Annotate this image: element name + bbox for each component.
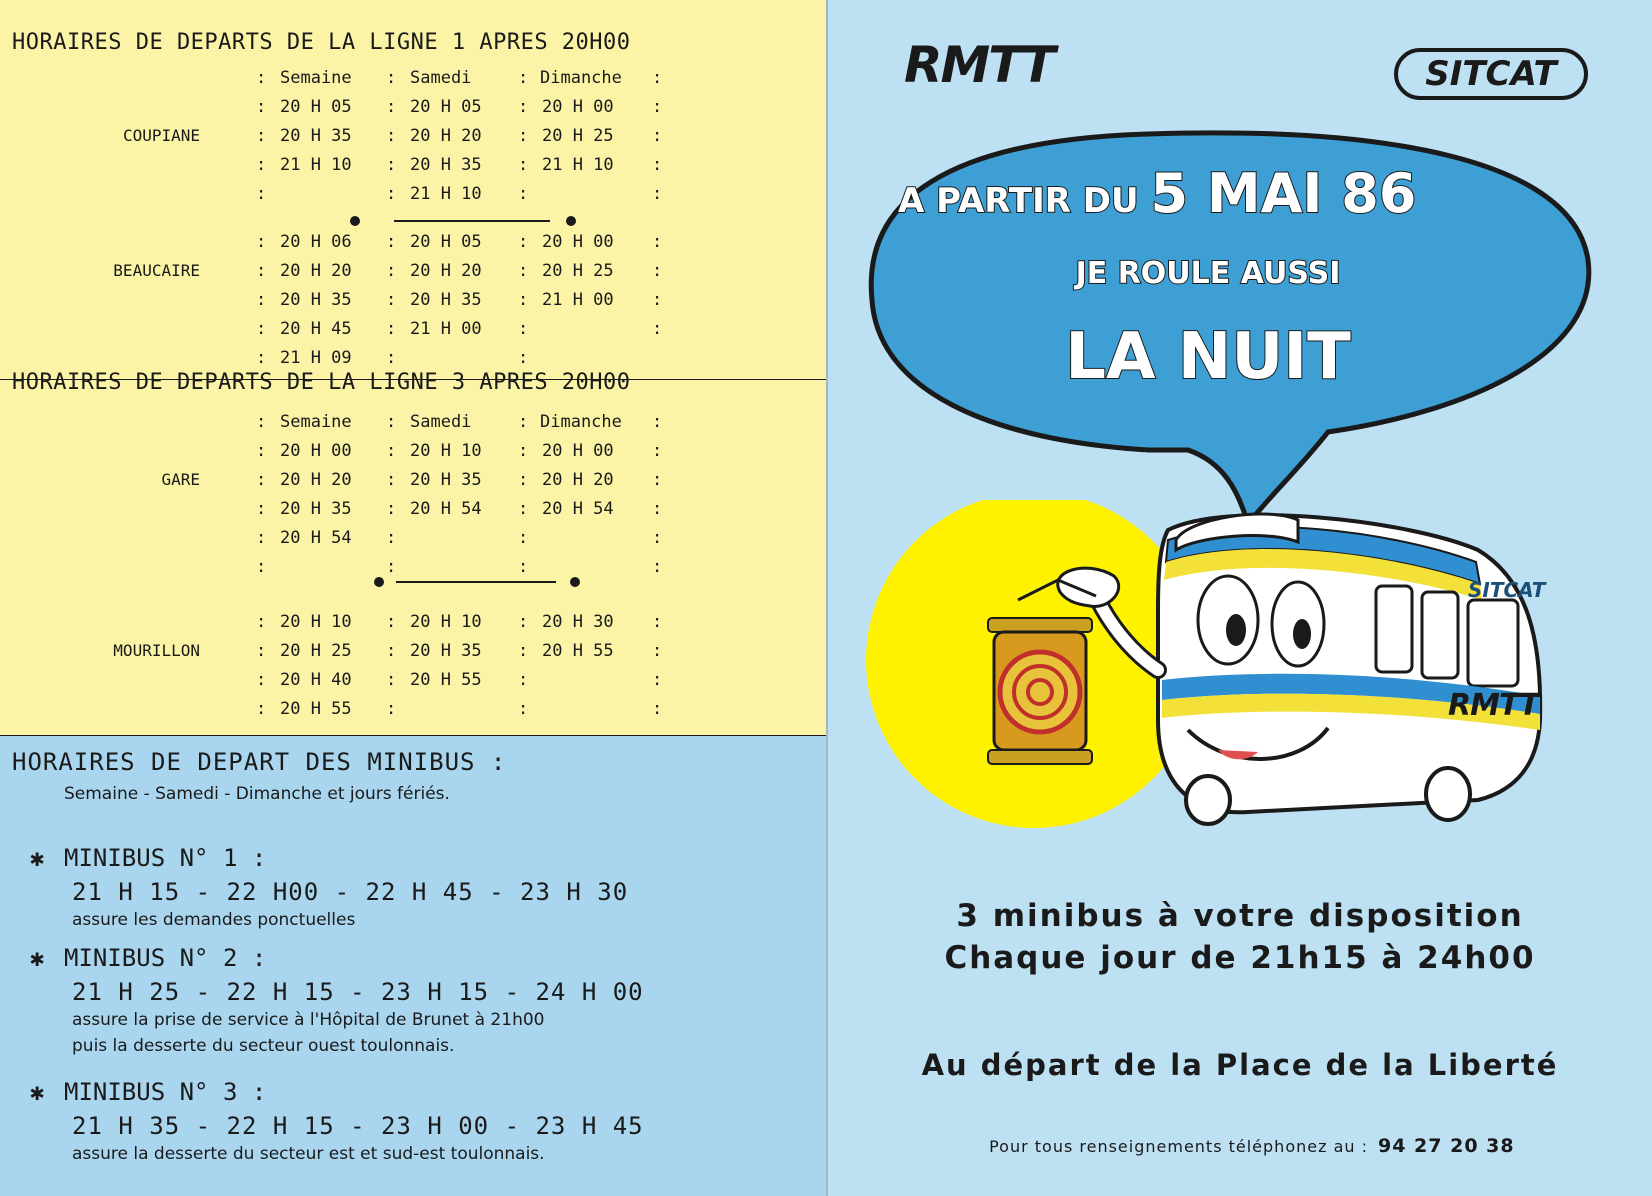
time-cell: 20 H 00: [542, 232, 614, 252]
time-cell: 20 H 00: [542, 97, 614, 117]
time-cell: 20 H 35: [410, 155, 482, 175]
bubble-line1-prefix: A PARTIR DU: [898, 181, 1151, 221]
line1-title: HORAIRES DE DEPARTS DE LA LIGNE 1 APRES 20H00: [12, 30, 631, 55]
colon-separator: :: [652, 441, 663, 461]
colon-separator: :: [652, 184, 663, 204]
stop-name: COUPIANE: [122, 126, 200, 145]
stop-name: GARE: [161, 470, 200, 489]
minibus-2-heading: [30, 944, 266, 972]
colon-separator: :: [652, 412, 663, 432]
minibus-3-heading: [30, 1078, 266, 1106]
separator-dot: [570, 577, 580, 587]
time-cell: 20 H 05: [410, 97, 482, 117]
colon-separator: :: [256, 470, 267, 490]
separator-dot: [374, 577, 384, 587]
colon-separator: :: [652, 319, 663, 339]
time-cell: 20 H 35: [410, 470, 482, 490]
separator-line: [396, 581, 556, 583]
colon-separator: :: [518, 699, 529, 719]
colon-separator: :: [256, 184, 267, 204]
minibus-1-heading: [30, 844, 266, 872]
time-cell: 20 H 20: [280, 470, 352, 490]
time-cell: 20 H 10: [410, 612, 482, 632]
time-cell: 20 H 25: [542, 261, 614, 281]
colon-separator: :: [652, 97, 663, 117]
colon-separator: :: [386, 470, 397, 490]
time-cell: 20 H 55: [280, 699, 352, 719]
time-cell: 20 H 20: [542, 470, 614, 490]
colon-separator: :: [386, 126, 397, 146]
time-cell: 21 H 10: [542, 155, 614, 175]
colon-separator: :: [386, 184, 397, 204]
colon-separator: :: [256, 290, 267, 310]
colon-separator: :: [386, 155, 397, 175]
minibus-1-times: 21 H 15 - 22 H00 - 22 H 45 - 23 H 30: [72, 878, 629, 906]
time-cell: 20 H 55: [542, 641, 614, 661]
time-cell: 20 H 55: [410, 670, 482, 690]
colon-separator: :: [256, 412, 267, 432]
minibus-2-name: MINIBUS N° 2 :: [64, 944, 267, 972]
time-cell: 20 H 10: [280, 612, 352, 632]
colon-separator: :: [518, 126, 529, 146]
time-cell: 20 H 20: [280, 261, 352, 281]
column-header: Semaine: [280, 68, 352, 88]
colon-separator: :: [386, 290, 397, 310]
time-cell: 20 H 35: [280, 499, 352, 519]
time-cell: 20 H 00: [542, 441, 614, 461]
minibus-3-name: MINIBUS N° 3 :: [64, 1078, 267, 1106]
column-header: Samedi: [410, 68, 472, 88]
colon-separator: :: [386, 699, 397, 719]
colon-separator: :: [518, 441, 529, 461]
minibus-1-name: MINIBUS N° 1 :: [64, 844, 267, 872]
colon-separator: :: [386, 68, 397, 88]
info-departure-place: Au départ de la Place de la Liberté: [921, 1048, 1559, 1082]
line3-title: HORAIRES DE DEPARTS DE LA LIGNE 3 APRES 20H00: [12, 370, 631, 395]
colon-separator: :: [256, 557, 267, 577]
colon-separator: :: [256, 232, 267, 252]
colon-separator: :: [518, 319, 529, 339]
colon-separator: :: [652, 68, 663, 88]
time-cell: 21 H 10: [280, 155, 352, 175]
colon-separator: :: [652, 528, 663, 548]
colon-separator: :: [386, 499, 397, 519]
info-daily-hours: Chaque jour de 21h15 à 24h00: [944, 940, 1536, 976]
minibus-2-desc-1: assure la prise de service à l'Hôpital de Brunet à 21h00: [72, 1010, 545, 1030]
time-cell: 20 H 25: [542, 126, 614, 146]
colon-separator: :: [518, 290, 529, 310]
time-cell: 20 H 00: [280, 441, 352, 461]
colon-separator: :: [652, 499, 663, 519]
separator-dot: [566, 216, 576, 226]
time-cell: 21 H 00: [410, 319, 482, 339]
bus-roof-label: SITCAT: [1468, 578, 1546, 602]
colon-separator: :: [386, 641, 397, 661]
time-cell: 20 H 35: [410, 290, 482, 310]
colon-separator: :: [652, 612, 663, 632]
colon-separator: :: [518, 97, 529, 117]
colon-separator: :: [386, 412, 397, 432]
colon-separator: :: [518, 470, 529, 490]
sitcat-logo: SITCAT: [1394, 48, 1588, 100]
colon-separator: :: [256, 97, 267, 117]
colon-separator: :: [518, 232, 529, 252]
column-header: Semaine: [280, 412, 352, 432]
colon-separator: :: [518, 670, 529, 690]
colon-separator: :: [256, 670, 267, 690]
colon-separator: :: [256, 699, 267, 719]
column-header: Dimanche: [540, 68, 622, 88]
colon-separator: :: [652, 290, 663, 310]
colon-separator: :: [518, 612, 529, 632]
colon-separator: :: [652, 126, 663, 146]
colon-separator: :: [386, 670, 397, 690]
bubble-line2: JE ROULE AUSSI: [1075, 256, 1341, 291]
colon-separator: :: [518, 412, 529, 432]
minibus-2-times: 21 H 25 - 22 H 15 - 23 H 15 - 24 H 00: [72, 978, 644, 1006]
stop-name: BEAUCAIRE: [113, 261, 200, 280]
bus-illustration: [828, 500, 1652, 860]
star-icon: ✱: [30, 844, 45, 872]
colon-separator: :: [256, 348, 267, 368]
column-header: Samedi: [410, 412, 472, 432]
minibus-subtitle: Semaine - Samedi - Dimanche et jours fériés.: [64, 784, 450, 804]
bus-side-label: RMTT: [1448, 688, 1539, 723]
colon-separator: :: [652, 232, 663, 252]
column-header: Dimanche: [540, 412, 622, 432]
time-cell: 20 H 35: [280, 126, 352, 146]
bubble-line1: [898, 162, 1418, 225]
time-cell: 20 H 06: [280, 232, 352, 252]
colon-separator: :: [652, 670, 663, 690]
time-cell: 21 H 00: [542, 290, 614, 310]
bubble-date: 5 MAI 86: [1150, 162, 1417, 225]
colon-separator: :: [386, 97, 397, 117]
colon-separator: :: [652, 699, 663, 719]
colon-separator: :: [518, 348, 529, 368]
minibus-1-desc: assure les demandes ponctuelles: [72, 910, 356, 930]
minibus-title: HORAIRES DE DEPART DES MINIBUS :: [12, 748, 507, 776]
info-minibus-count: 3 minibus à votre disposition: [956, 898, 1524, 934]
time-cell: 20 H 54: [542, 499, 614, 519]
line1-panel: [0, 0, 826, 380]
time-cell: 20 H 35: [410, 641, 482, 661]
colon-separator: :: [518, 184, 529, 204]
colon-separator: :: [386, 261, 397, 281]
colon-separator: :: [256, 612, 267, 632]
colon-separator: :: [518, 261, 529, 281]
minibus-panel: [0, 736, 826, 1196]
star-icon: ✱: [30, 1078, 45, 1106]
time-cell: 20 H 45: [280, 319, 352, 339]
colon-separator: :: [386, 232, 397, 252]
colon-separator: :: [652, 557, 663, 577]
colon-separator: :: [652, 641, 663, 661]
colon-separator: :: [256, 441, 267, 461]
time-cell: 20 H 40: [280, 670, 352, 690]
time-cell: 20 H 05: [410, 232, 482, 252]
time-cell: 20 H 35: [280, 290, 352, 310]
colon-separator: :: [256, 641, 267, 661]
bubble-line3: LA NUIT: [1065, 320, 1351, 394]
colon-separator: :: [386, 557, 397, 577]
line3-panel: [0, 370, 826, 736]
rmtt-logo: RMTT: [904, 36, 1054, 94]
time-cell: 20 H 25: [280, 641, 352, 661]
minibus-2-desc-2: puis la desserte du secteur ouest toulonnais.: [72, 1036, 455, 1056]
time-cell: 20 H 10: [410, 441, 482, 461]
colon-separator: :: [386, 348, 397, 368]
separator-dot: [350, 216, 360, 226]
phone-label: Pour tous renseignements téléphonez au :: [989, 1137, 1368, 1156]
time-cell: 20 H 05: [280, 97, 352, 117]
colon-separator: :: [652, 470, 663, 490]
colon-separator: :: [256, 319, 267, 339]
phone-number: 94 27 20 38: [1378, 1135, 1515, 1157]
minibus-3-desc: assure la desserte du secteur est et sud-est toulonnais.: [72, 1144, 545, 1164]
colon-separator: :: [518, 155, 529, 175]
colon-separator: :: [256, 68, 267, 88]
colon-separator: :: [256, 261, 267, 281]
colon-separator: :: [256, 126, 267, 146]
colon-separator: :: [518, 528, 529, 548]
colon-separator: :: [518, 499, 529, 519]
colon-separator: :: [256, 499, 267, 519]
star-icon: ✱: [30, 944, 45, 972]
time-cell: 21 H 10: [410, 184, 482, 204]
colon-separator: :: [386, 528, 397, 548]
time-cell: 20 H 20: [410, 261, 482, 281]
colon-separator: :: [386, 612, 397, 632]
colon-separator: :: [256, 528, 267, 548]
poster-panel: [828, 0, 1652, 1196]
time-cell: 20 H 54: [410, 499, 482, 519]
colon-separator: :: [256, 155, 267, 175]
time-cell: 20 H 20: [410, 126, 482, 146]
colon-separator: :: [386, 441, 397, 461]
colon-separator: :: [518, 557, 529, 577]
time-cell: 20 H 30: [542, 612, 614, 632]
colon-separator: :: [518, 68, 529, 88]
colon-separator: :: [518, 641, 529, 661]
colon-separator: :: [652, 155, 663, 175]
colon-separator: :: [652, 261, 663, 281]
stop-name: MOURILLON: [113, 641, 200, 660]
time-cell: 20 H 54: [280, 528, 352, 548]
colon-separator: :: [386, 319, 397, 339]
time-cell: 21 H 09: [280, 348, 352, 368]
minibus-3-times: 21 H 35 - 22 H 15 - 23 H 00 - 23 H 45: [72, 1112, 644, 1140]
separator-line: [394, 220, 550, 222]
